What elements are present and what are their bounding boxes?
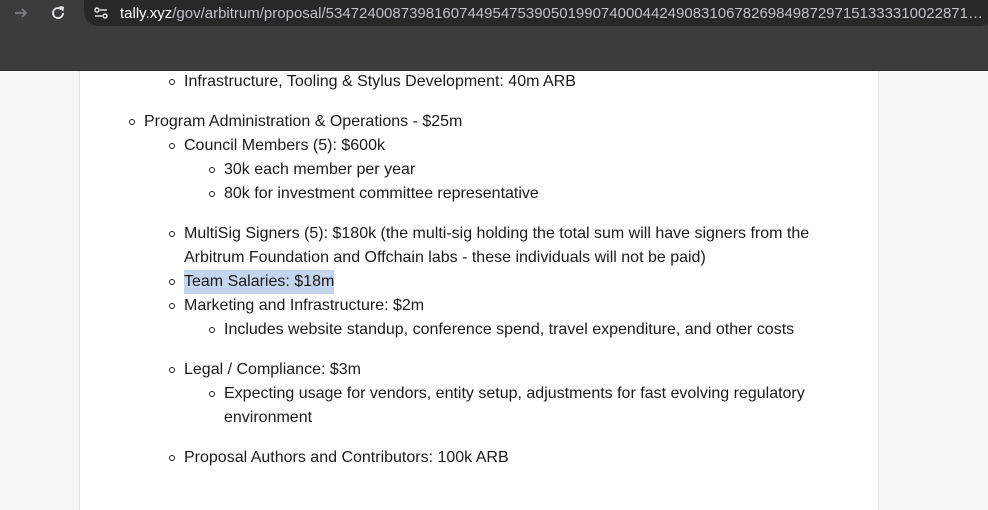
list-bullet xyxy=(169,79,175,85)
list-bullet xyxy=(209,167,215,173)
list-item: Expecting usage for vendors, entity setup, adjustments for fast evolving regulatory xyxy=(224,385,805,402)
list-bullet xyxy=(209,191,215,197)
list-bullet xyxy=(169,143,175,149)
list-item-highlighted: Team Salaries: $18m xyxy=(184,270,334,294)
list-item: Infrastructure, Tooling & Stylus Development: 40m ARB xyxy=(184,73,576,90)
list-item: 30k each member per year xyxy=(224,161,416,178)
url-text[interactable] xyxy=(120,5,988,22)
list-bullet xyxy=(209,391,215,397)
proposal-body xyxy=(79,71,879,510)
url-host: tally.xyz xyxy=(120,4,173,22)
list-item: Marketing and Infrastructure: $2m xyxy=(184,297,425,314)
list-item: 80k for investment committee representative xyxy=(224,185,539,202)
url-path: /gov/arbitrum/proposal/53472400873981607449547539050199074000442490831067826984987297151333310022871… xyxy=(172,4,983,22)
list-item: Council Members (5): $600k xyxy=(184,137,385,154)
list-bullet xyxy=(169,231,175,237)
list-item: Program Administration & Operations - $25m xyxy=(144,113,463,130)
list-item: Proposal Authors and Contributors: 100k ARB xyxy=(184,449,509,466)
list-bullet xyxy=(129,119,135,125)
list-bullet xyxy=(169,303,175,309)
list-item: MultiSig Signers (5): $180k (the multi-sig holding the total sum will have signers from the xyxy=(184,225,810,242)
page-content xyxy=(0,71,988,510)
list-item-continuation: environment xyxy=(224,409,313,426)
list-bullet xyxy=(169,455,175,461)
list-item: Includes website standup, conference spend, travel expenditure, and other costs xyxy=(224,321,795,338)
list-bullet xyxy=(169,367,175,373)
reload-icon[interactable] xyxy=(45,0,71,26)
browser-chrome xyxy=(0,0,988,71)
address-bar[interactable] xyxy=(84,0,988,26)
list-bullet xyxy=(209,327,215,333)
list-bullet xyxy=(169,279,175,285)
list-item: Legal / Compliance: $3m xyxy=(184,361,361,378)
site-settings-icon[interactable] xyxy=(92,4,110,22)
forward-icon[interactable] xyxy=(8,0,34,26)
list-item-continuation: Arbitrum Foundation and Offchain labs - these individuals will not be paid) xyxy=(184,249,706,266)
